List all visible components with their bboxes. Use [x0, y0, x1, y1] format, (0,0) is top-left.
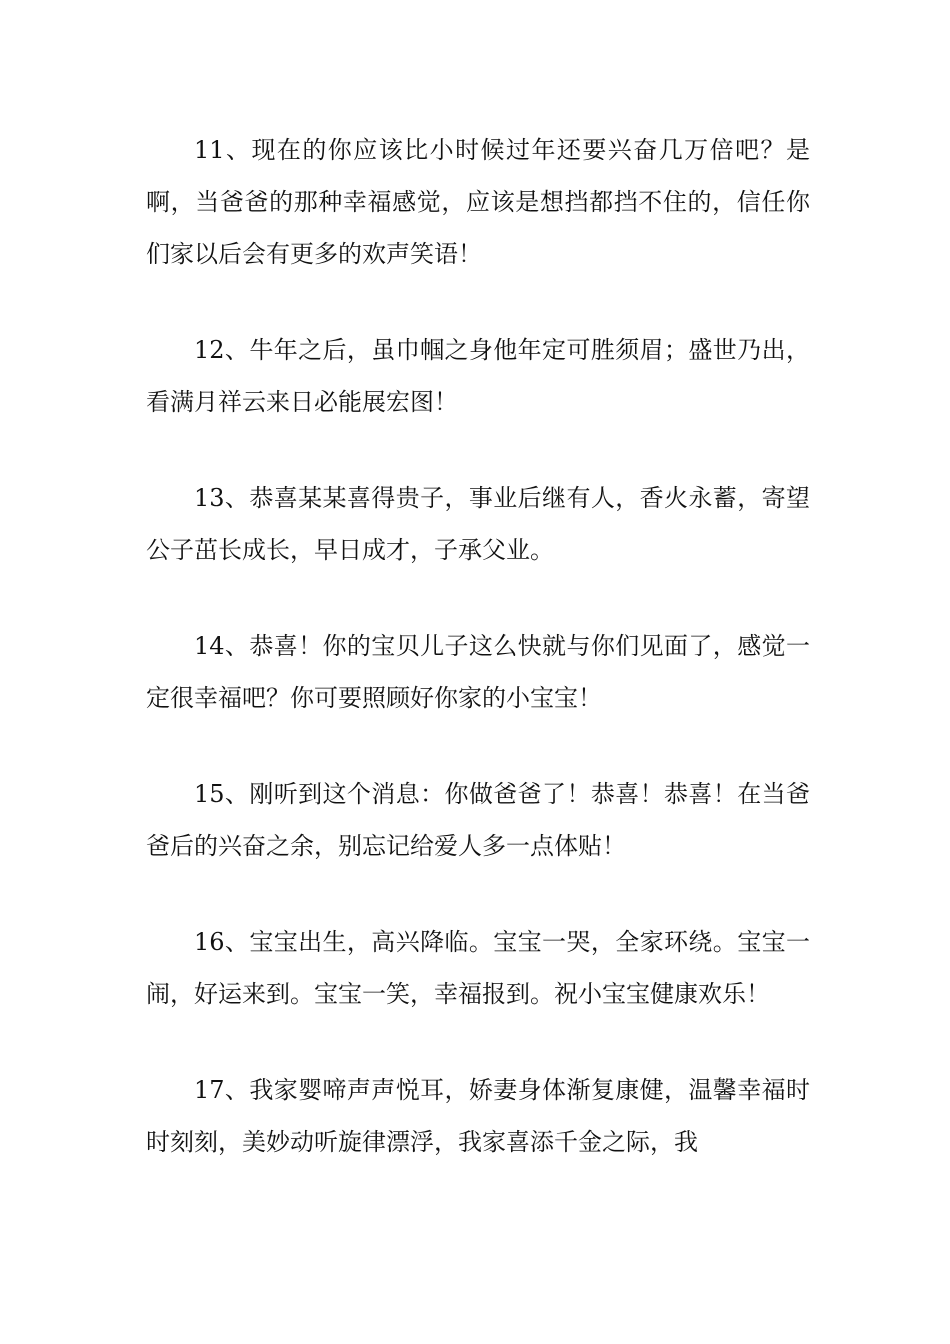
paragraph-17: 17、我家婴啼声声悦耳，娇妻身体渐复康健，温馨幸福时时刻刻，美妙动听旋律漂浮，我家喜添千金之际，我 — [146, 1076, 810, 1156]
paragraph-16: 16、宝宝出生，高兴降临。宝宝一哭，全家环绕。宝宝一闹，好运来到。宝宝一笑，幸福报到。祝小宝宝健康欢乐！ — [146, 928, 810, 1008]
paragraph-11: 11、现在的你应该比小时候过年还要兴奋几万倍吧？是啊，当爸爸的那种幸福感觉，应该是想挡都挡不住的，信任你们家以后会有更多的欢声笑语！ — [146, 136, 810, 268]
paragraph-14: 14、恭喜！你的宝贝儿子这么快就与你们见面了，感觉一定很幸福吧？你可要照顾好你家的小宝宝！ — [146, 632, 810, 712]
document-body — [146, 124, 810, 1212]
paragraph-12: 12、牛年之后，虽巾帼之身他年定可胜须眉；盛世乃出，看满月祥云来日必能展宏图！ — [146, 336, 810, 416]
paragraph-13: 13、恭喜某某喜得贵子，事业后继有人，香火永蓄，寄望公子茁长成长，早日成才，子承父业。 — [146, 484, 810, 564]
paragraph-15: 15、刚听到这个消息：你做爸爸了！恭喜！恭喜！在当爸爸后的兴奋之余，别忘记给爱人多一点体贴！ — [146, 780, 810, 860]
